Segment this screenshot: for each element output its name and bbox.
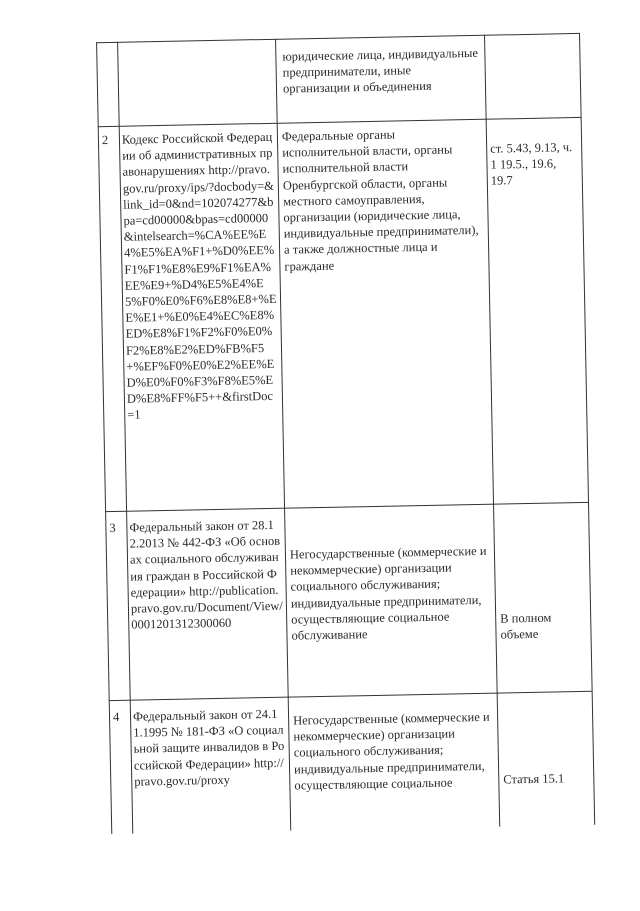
articles-cell: Статья 15.1 — [503, 771, 565, 787]
row-divider-2 — [105, 502, 589, 512]
table-row — [0, 0, 631, 97]
row-number: 2 — [101, 133, 109, 148]
table-right-border — [579, 33, 595, 825]
row-number: 4 — [112, 709, 120, 725]
row-number: 3 — [109, 520, 116, 536]
subjects-cell: Негосударственные (коммерческие и некоммерческие) организации социального обслуживания; индивидуальные предприниматели, осуществляющие социальное — [293, 709, 490, 793]
articles-cell: В полном объеме — [500, 610, 552, 642]
table-grid — [0, 0, 631, 6]
row-divider-3 — [109, 691, 593, 701]
subjects-cell: Негосударственные (коммерческие и некоммерческие) организации социального обслуживания; индивидуальные предприниматели, осуществляющие социальное обслуживание — [289, 543, 487, 643]
row-divider-1 — [98, 117, 582, 127]
document-cell: Федеральный закон от 28.12.2013 № 442-ФЗ «Об основах социального обслуживания граждан в Российской Федерации» http://publication.pravo.gov.ru/Document/View/0001201312300060 — [129, 517, 283, 632]
subjects-cell: юридические лица, индивидуальные предприниматели, иные организации и объединения — [282, 45, 479, 97]
articles-cell: ст. 5.43, 9.13, ч. 1 19.5., 19.6, 19.7 — [490, 140, 573, 189]
subjects-cell: Федеральные органы исполнительной власти, органы исполнительной власти Оренбургской области, органы местного самоуправления, организации (юридические лица, индивидуальные предприниматели), а также должностные лица и граждане — [281, 127, 479, 274]
articles-cell — [489, 45, 577, 47]
table-top-border — [96, 33, 580, 43]
document-cell: Кодекс Российской Федерации об административных правонарушениях http://pravo.gov.ru/proxy/ips/?docbody=&link_id=0&nd=102074277&bpa=cd00000&bpas=cd00000&intelsearch=%CA%EE%E4%E5%EA%F1+%D0%EE%F1%F1%E8%E9%F1%EA%EE%E9+%D4%E5%E4%E5%F0%E0%F6%E8%E8+%EE%E1+%E0%E4%EC%E8%ED%E8%F1%F2%F0%E0%F2%E8%E2%ED%FB%F5+%EF%F0%E0%E2%EE%ED%E0%F0%F3%F8%E5%ED%E8%FF%F5++&firstDoc=1 — [121, 129, 277, 423]
document-cell — [120, 51, 270, 54]
table-left-border — [96, 42, 112, 834]
document-cell: Федеральный закон от 24.11.1995 № 181-ФЗ «О социальной защите инвалидов в Российской Федерации» http://pravo.gov.ru/proxy — [132, 706, 285, 789]
